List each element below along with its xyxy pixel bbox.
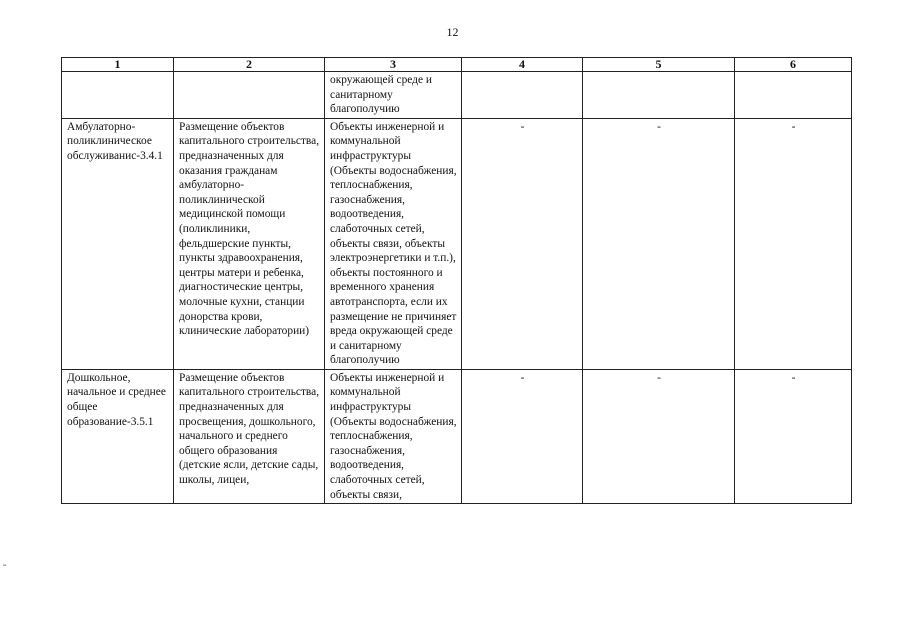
use-type-cell: Амбулаторно-поликлиническое обслуживанис-3.4.1 xyxy=(62,118,174,369)
use-type-cell xyxy=(62,72,174,119)
margin-mark: ≡ xyxy=(3,563,7,569)
land-use-table xyxy=(61,57,852,504)
auxiliary-objects-cell: Объекты инженерной и коммунальной инфраструктуры (Объекты водоснабжения, теплоснабжения, газоснабжения, водоотведения, слаботочных сетей, объекты связи, xyxy=(325,369,462,503)
table-row xyxy=(62,369,852,503)
description-cell: Размещение объектов капитального строительства, предназначенных для оказания гражданам амбулаторно-поликлинической медицинской помощи (поликлиники, фельдшерские пункты, пункты здравоохранения, центры матери и ребенка, диагностические центры, молочные кухни, станции донорства крови, клинические лаборатории) xyxy=(174,118,325,369)
description-cell xyxy=(174,72,325,119)
column-header: 2 xyxy=(174,58,325,72)
auxiliary-objects-cell: окружающей среде и санитарному благополучию xyxy=(325,72,462,119)
parameter-cell: - xyxy=(583,369,735,503)
table-row xyxy=(62,72,852,119)
description-cell: Размещение объектов капитального строительства, предназначенных для просвещения, дошкольного, начального и среднего общего образования (детские ясли, детские сады, школы, лицеи, xyxy=(174,369,325,503)
column-header: 3 xyxy=(325,58,462,72)
column-header: 1 xyxy=(62,58,174,72)
parameter-cell: - xyxy=(583,118,735,369)
table-row xyxy=(62,118,852,369)
parameter-cell: - xyxy=(462,118,583,369)
table-header-row xyxy=(62,58,852,72)
parameter-cell xyxy=(583,72,735,119)
parameter-cell: - xyxy=(735,369,852,503)
auxiliary-objects-cell: Объекты инженерной и коммунальной инфраструктуры (Объекты водоснабжения, теплоснабжения, газоснабжения, водоотведения, слаботочных сетей, объекты связи, объекты электроэнергетики и т.п.), объекты постоянного и временного хранения автотранспорта, если их размещение не причиняет вреда окружающей среде и санитарному благополучию xyxy=(325,118,462,369)
parameter-cell: - xyxy=(462,369,583,503)
column-header: 4 xyxy=(462,58,583,72)
parameter-cell xyxy=(735,72,852,119)
use-type-cell: Дошкольное, начальное и среднее общее образование-3.5.1 xyxy=(62,369,174,503)
page-number: 12 xyxy=(446,25,459,39)
column-header: 5 xyxy=(583,58,735,72)
column-header: 6 xyxy=(735,58,852,72)
parameter-cell xyxy=(462,72,583,119)
parameter-cell: - xyxy=(735,118,852,369)
